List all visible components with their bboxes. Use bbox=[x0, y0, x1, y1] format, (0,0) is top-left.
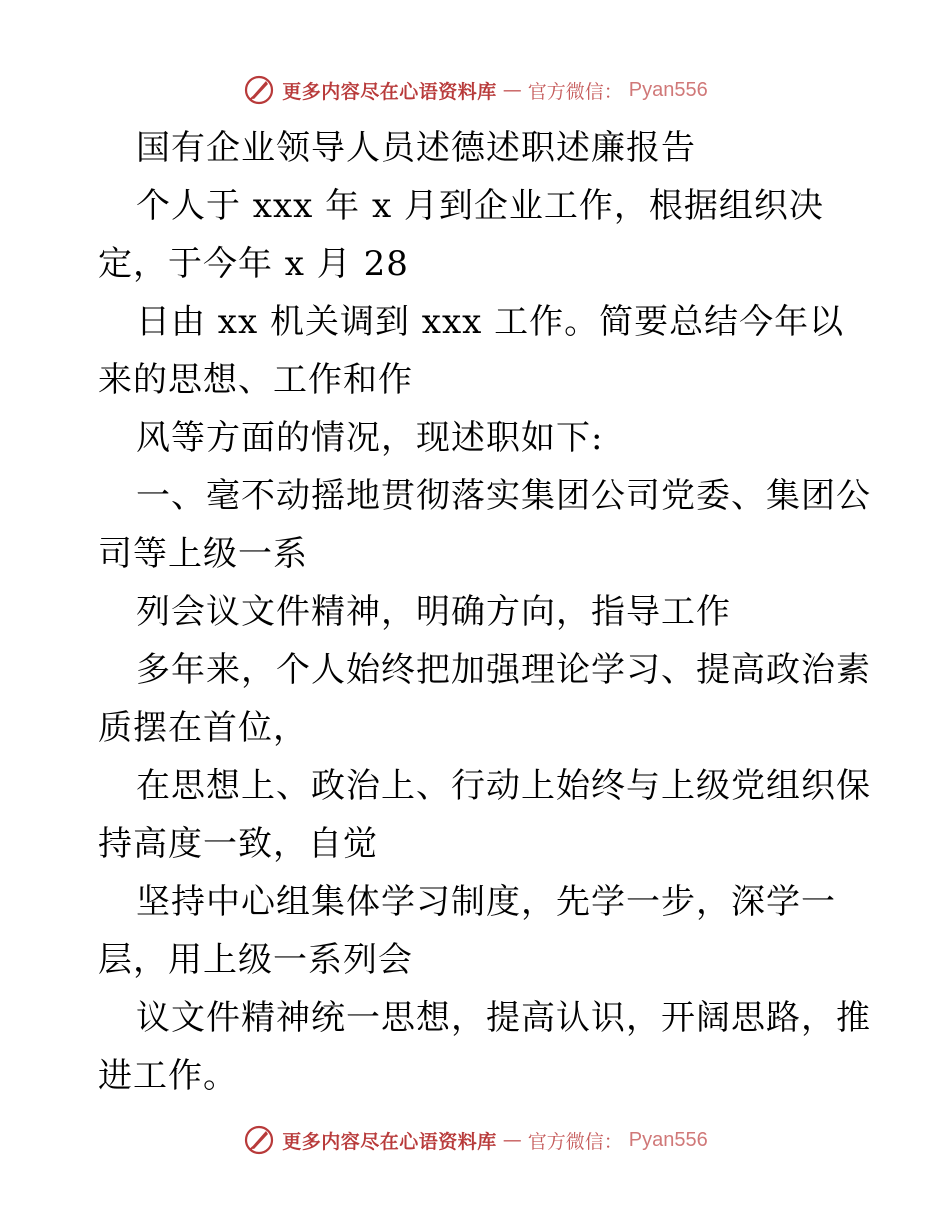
banner-wechat-id: Pyan556 bbox=[628, 78, 708, 101]
quill-logo-icon bbox=[242, 73, 276, 107]
banner-wechat-label: 官方微信： bbox=[527, 80, 623, 103]
doc-line: 进工作。 bbox=[98, 1056, 238, 1096]
footer-banner bbox=[0, 1120, 950, 1160]
banner-text: 更多内容尽在心语资料库 bbox=[282, 1130, 497, 1153]
doc-line: 风等方面的情况，现述职如下: bbox=[136, 418, 604, 458]
doc-title: 国有企业领导人员述德述职述廉报告 bbox=[136, 128, 696, 168]
doc-line: 议文件精神统一思想，提高认识，开阔思路，推 bbox=[136, 998, 871, 1038]
doc-heading: 一、毫不动摇地贯彻落实集团公司党委、集团公 bbox=[136, 476, 871, 516]
doc-line: 来的思想、工作和作 bbox=[98, 360, 413, 400]
doc-line: 坚持中心组集体学习制度，先学一步，深学一 bbox=[136, 882, 836, 922]
doc-line: 列会议文件精神，明确方向，指导工作 bbox=[136, 592, 731, 632]
doc-line: 多年来，个人始终把加强理论学习、提高政治素 bbox=[136, 650, 871, 690]
banner-wechat-id: Pyan556 bbox=[628, 1128, 708, 1151]
header-banner bbox=[0, 70, 950, 110]
doc-line: 层，用上级一系列会 bbox=[98, 940, 413, 980]
doc-line: 个人于 xxx 年 x 月到企业工作，根据组织决 bbox=[136, 186, 824, 226]
doc-line: 质摆在首位， bbox=[98, 708, 308, 748]
doc-line: 司等上级一系 bbox=[98, 534, 308, 574]
banner-separator: — bbox=[502, 79, 522, 101]
quill-logo-icon bbox=[242, 1123, 276, 1157]
doc-line: 持高度一致，自觉 bbox=[98, 824, 378, 864]
banner-wechat-label: 官方微信： bbox=[527, 1130, 623, 1153]
banner-separator: — bbox=[502, 1129, 522, 1151]
doc-line: 日由 xx 机关调到 xxx 工作。简要总结今年以 bbox=[136, 302, 845, 342]
doc-line: 在思想上、政治上、行动上始终与上级党组织保 bbox=[136, 766, 871, 806]
doc-line: 定，于今年 x 月 28 bbox=[98, 244, 409, 284]
banner-text: 更多内容尽在心语资料库 bbox=[282, 80, 497, 103]
